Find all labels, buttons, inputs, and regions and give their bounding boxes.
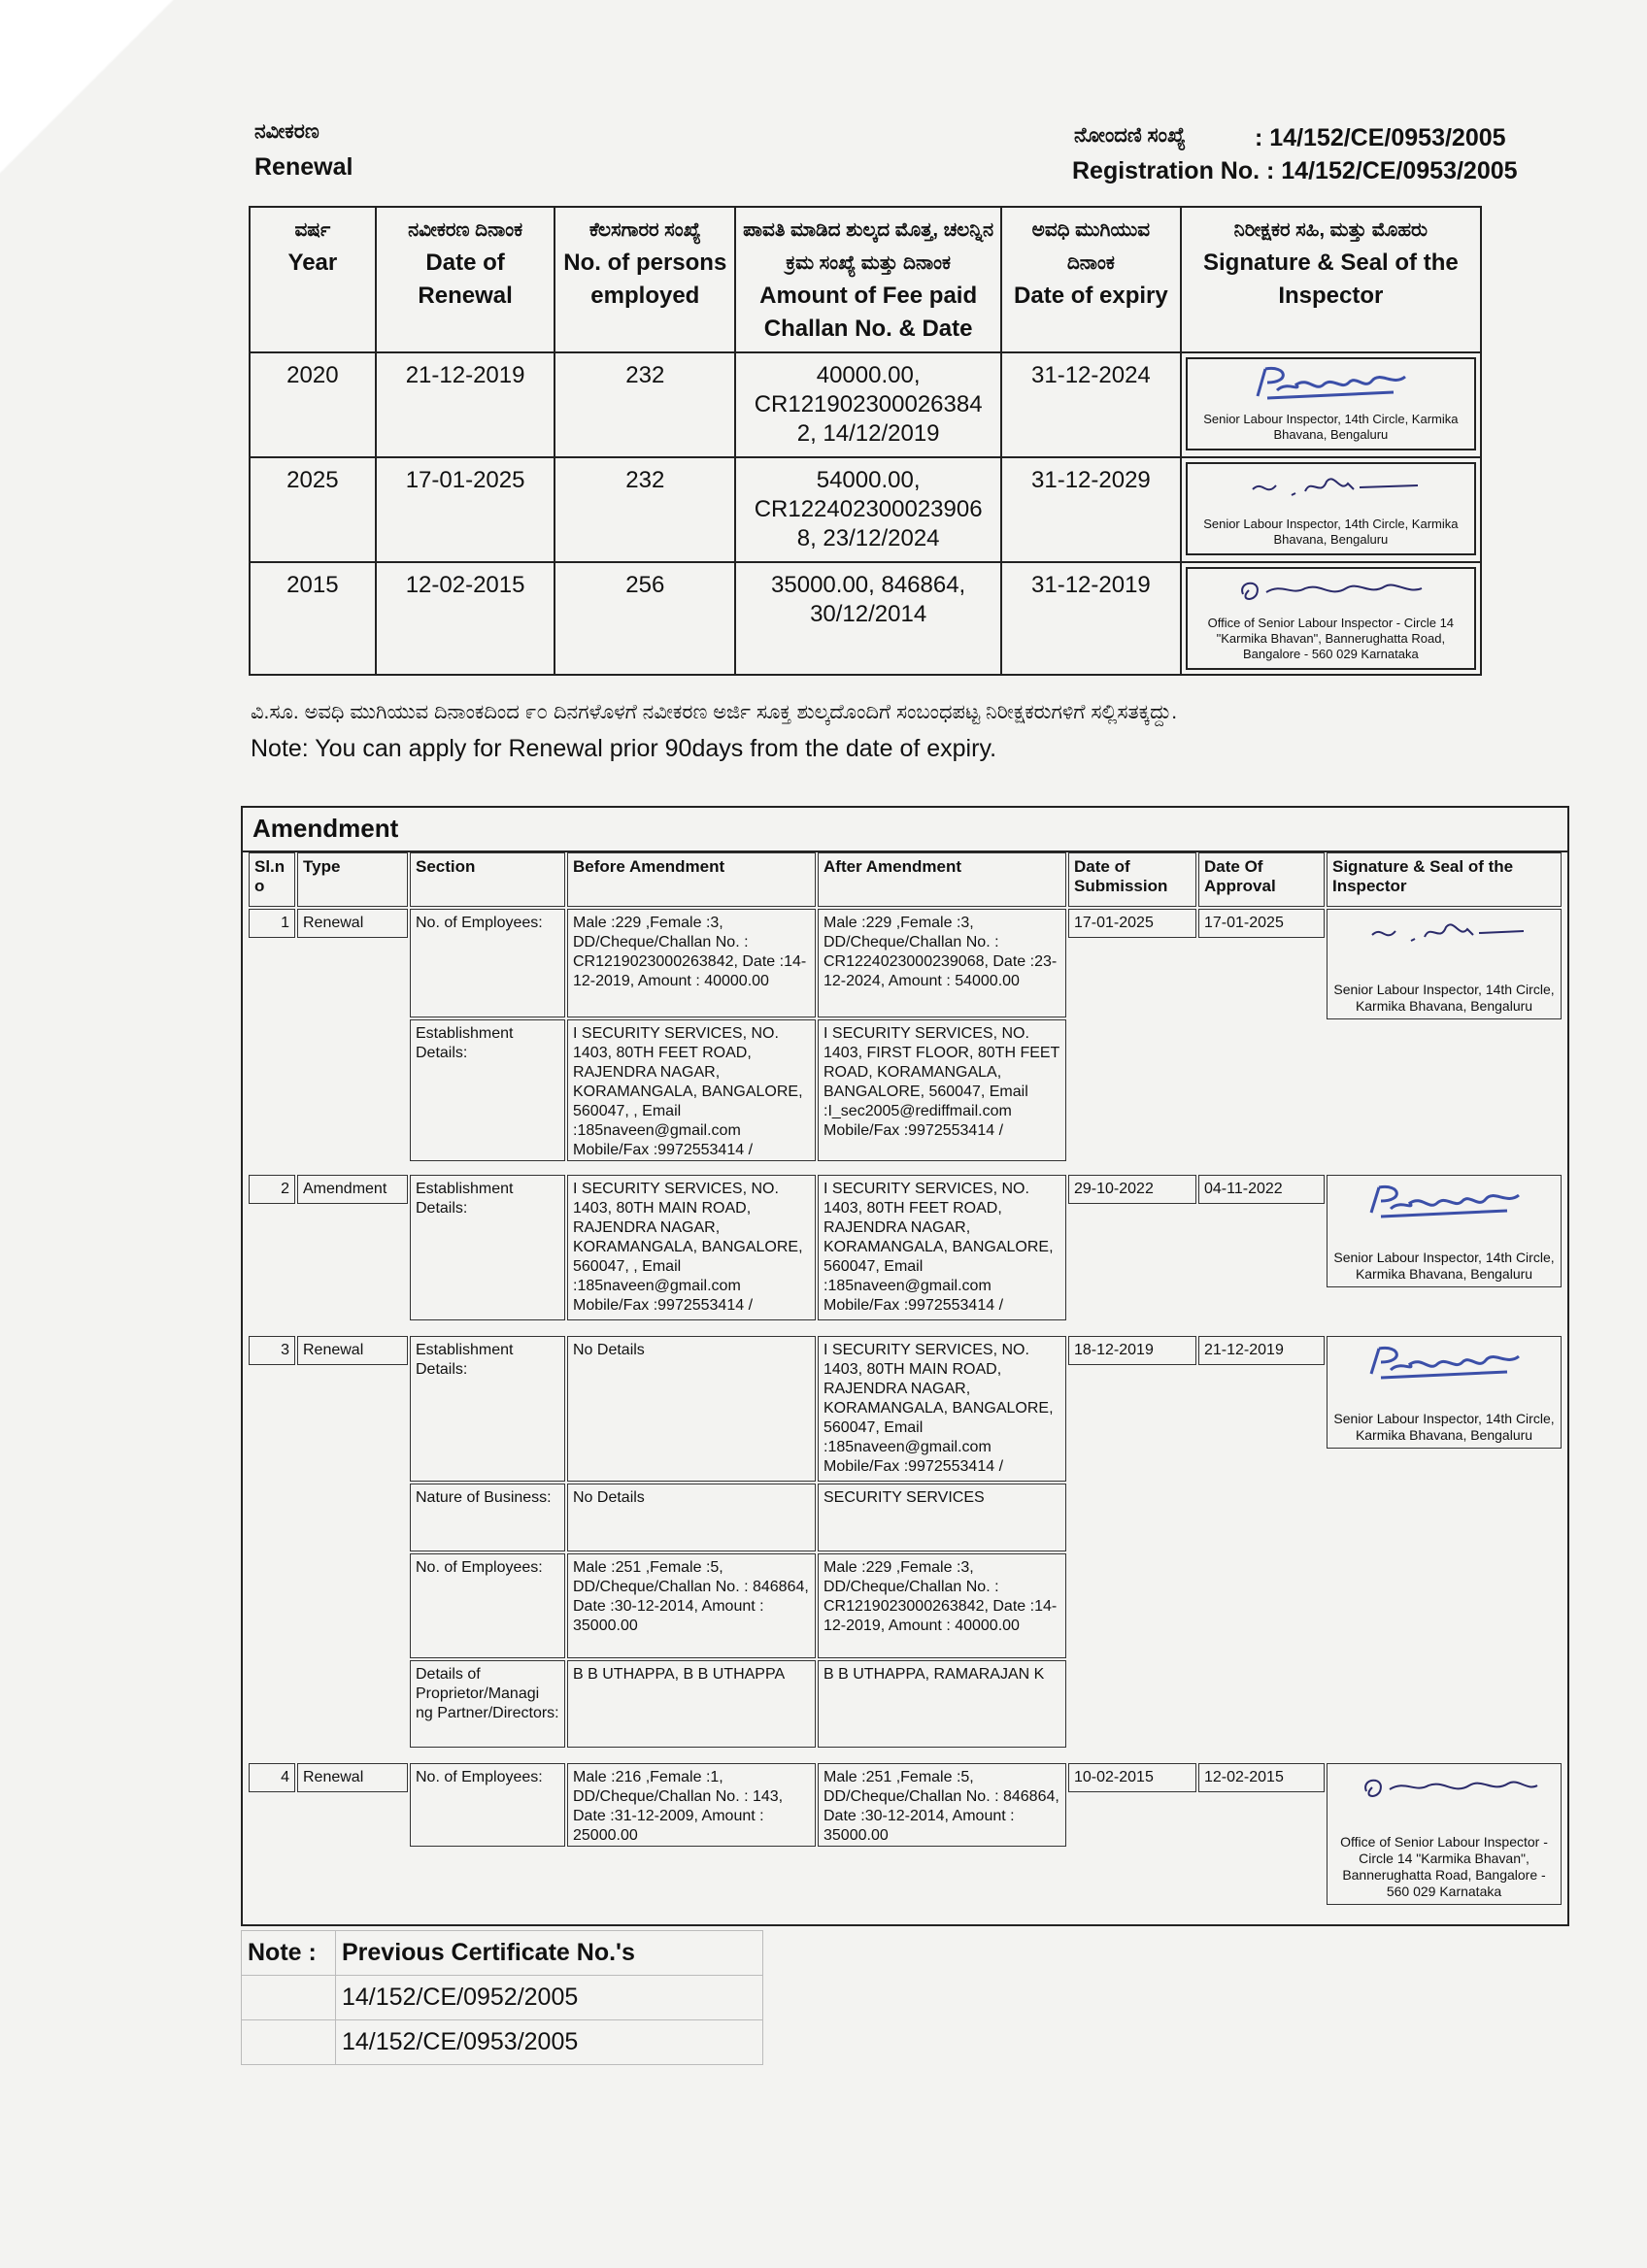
header-after: After Amendment xyxy=(818,852,1066,907)
header-before: Before Amendment xyxy=(567,852,816,907)
date-cell: 21-12-2019 xyxy=(376,352,555,457)
entry-slno: 2 xyxy=(249,1175,295,1204)
date-cell: 12-02-2015 xyxy=(376,562,555,675)
after-cell: Male :229 ,Female :3, DD/Cheque/Challan No. : CR1224023000239068, Date :23-12-2024, Amount : 54000.00 xyxy=(818,909,1066,1017)
before-cell: No Details xyxy=(567,1484,816,1551)
amendment-title: Amendment xyxy=(252,814,399,843)
approval-date: 17-01-2025 xyxy=(1198,909,1325,938)
section-cell: Details of Proprietor/Managi ng Partner/Directors: xyxy=(410,1660,565,1748)
signature-icon xyxy=(1347,1770,1541,1805)
fee-cell: 40000.00, CR121902300026384 2, 14/12/2019 xyxy=(735,352,1001,457)
inspector-seal xyxy=(1186,357,1476,450)
entry-slno: 3 xyxy=(249,1336,295,1365)
renewal-label: Renewal xyxy=(254,153,353,181)
section-cell: Establishment Details: xyxy=(410,1175,565,1320)
seal-text: Office of Senior Labour Inspector - Circle 14 "Karmika Bhavan", Bannerughatta Road, Bangalore - 560 029 Karnataka xyxy=(1207,616,1455,661)
section-cell: Nature of Business: xyxy=(410,1484,565,1551)
year-cell: 2020 xyxy=(250,352,376,457)
seal-text: Office of Senior Labour Inspector - Circle 14 "Karmika Bhavan", Bannerughatta Road, Bangalore - 560 029 Karnataka xyxy=(1340,1834,1548,1899)
signature-cell xyxy=(1181,352,1481,457)
inspector-seal xyxy=(1186,567,1476,670)
table-row xyxy=(250,352,1481,457)
col-date-of-expiry: ಅವಧಿ ಮುಗಿಯುವ ದಿನಾಂಕ Date of expiry xyxy=(1001,207,1181,352)
note-label: Note : xyxy=(242,1931,336,1976)
table-row xyxy=(242,1976,763,2020)
entry-type: Renewal xyxy=(297,1763,408,1792)
after-cell: I SECURITY SERVICES, NO. 1403, FIRST FLOOR, 80TH FEET ROAD, KORAMANGALA, BANGALORE, 560047, Email :I_sec2005@rediffmail.com Mobile/Fax :9972553414 / xyxy=(818,1019,1066,1161)
after-cell: Male :229 ,Female :3, DD/Cheque/Challan No. : CR1219023000263842, Date :14-12-2019, Amount : 40000.00 xyxy=(818,1553,1066,1658)
table-row xyxy=(250,562,1481,675)
before-cell: No Details xyxy=(567,1336,816,1482)
signature-icon xyxy=(1361,1182,1527,1220)
signature-icon xyxy=(1224,573,1437,608)
header-type: Type xyxy=(297,852,408,907)
seal-text: Senior Labour Inspector, 14th Circle, Karmika Bhavana, Bengaluru xyxy=(1333,1250,1555,1282)
fee-cell: 35000.00, 846864, 30/12/2014 xyxy=(735,562,1001,675)
before-cell: Male :251 ,Female :5, DD/Cheque/Challan No. : 846864, Date :30-12-2014, Amount : 35000.00 xyxy=(567,1553,816,1658)
section-cell: No. of Employees: xyxy=(410,909,565,1017)
approval-date: 21-12-2019 xyxy=(1198,1336,1325,1365)
header-signature: Signature & Seal of the Inspector xyxy=(1327,852,1562,907)
year-cell: 2025 xyxy=(250,457,376,562)
amendment-section xyxy=(241,806,1569,1926)
approval-date: 12-02-2015 xyxy=(1198,1763,1325,1792)
entry-type: Renewal xyxy=(297,909,408,938)
persons-cell: 232 xyxy=(555,352,735,457)
persons-cell: 256 xyxy=(555,562,735,675)
renewal-table-header xyxy=(250,207,1481,352)
inspector-seal xyxy=(1327,1175,1562,1287)
expiry-cell: 31-12-2019 xyxy=(1001,562,1181,675)
submission-date: 10-02-2015 xyxy=(1068,1763,1196,1792)
col-date-of-renewal: ನವೀಕರಣ ದಿನಾಂಕ Date of Renewal xyxy=(376,207,555,352)
after-cell: B B UTHAPPA, RAMARAJAN K xyxy=(818,1660,1066,1748)
renewal-label-kn: ನವೀಕರಣ xyxy=(254,120,319,143)
after-cell: I SECURITY SERVICES, NO. 1403, 80TH MAIN ROAD, RAJENDRA NAGAR, KORAMANGALA, BANGALORE, 560047, Email :185naveen@gmail.com Mobile/Fax :9972553414 / xyxy=(818,1336,1066,1482)
empty-cell xyxy=(242,1976,336,2020)
submission-date: 29-10-2022 xyxy=(1068,1175,1196,1204)
inspector-seal xyxy=(1327,1763,1562,1905)
inspector-seal xyxy=(1186,462,1476,555)
signature-cell xyxy=(1181,562,1481,675)
note-kannada: ವಿ.ಸೂ. ಅವಧಿ ಮುಗಿಯುವ ದಿನಾಂಕದಿಂದ ೯೦ ದಿನಗಳೊಳಗೆ ನವೀಕರಣ ಅರ್ಜಿ ಸೂಕ್ತ ಶುಲ್ಕದೊಂದಿಗೆ ಸಂಬಂಧಪಟ್ಟ ನಿರೀಕ್ಷಕರುಗಳಿಗೆ ಸಲ್ಲಿಸತಕ್ಕದ್ದು. xyxy=(251,701,1178,723)
before-cell: I SECURITY SERVICES, NO. 1403, 80TH FEET ROAD, RAJENDRA NAGAR, KORAMANGALA, BANGALORE, 560047, , Email :185naveen@gmail.com Mobile/Fax :9972553414 / xyxy=(567,1019,816,1161)
seal-text: Senior Labour Inspector, 14th Circle, Karmika Bhavana, Bengaluru xyxy=(1333,1411,1555,1443)
section-cell: Establishment Details: xyxy=(410,1336,565,1482)
col-fee-challan: ಪಾವತಿ ಮಾಡಿದ ಶುಲ್ಕದ ಮೊತ್ತ, ಚಲನ್ನಿನ ಕ್ರಮ ಸಂಖ್ಯೆ ಮತ್ತು ದಿನಾಂಕ Amount of Fee paid Challan No. & Date xyxy=(735,207,1001,352)
col-persons-employed: ಕೆಲಸಗಾರರ ಸಂಖ್ಯೆ No. of persons employed xyxy=(555,207,735,352)
registration-label-kn: ನೋಂದಣಿ ಸಂಖ್ಯೆ xyxy=(1074,124,1187,147)
before-cell: Male :229 ,Female :3, DD/Cheque/Challan No. : CR1219023000263842, Date :14-12-2019, Amount : 40000.00 xyxy=(567,909,816,1017)
seal-text: Senior Labour Inspector, 14th Circle, Karmika Bhavana, Bengaluru xyxy=(1333,982,1555,1014)
inspector-seal xyxy=(1327,1336,1562,1449)
submission-date: 17-01-2025 xyxy=(1068,909,1196,938)
seal-text: Senior Labour Inspector, 14th Circle, Karmika Bhavana, Bengaluru xyxy=(1203,412,1459,442)
signature-icon xyxy=(1233,468,1428,507)
header-submission: Date of Submission xyxy=(1068,852,1196,907)
previous-certificates xyxy=(241,1930,763,2065)
table-row xyxy=(242,1931,763,1976)
page-fold xyxy=(0,0,175,175)
signature-icon xyxy=(1357,916,1531,951)
col-signature: ನಿರೀಕ್ಷಕರ ಸಹಿ, ಮತ್ತು ಮೊಹರು Signature & Seal of the Inspector xyxy=(1181,207,1481,352)
previous-title: Previous Certificate No.'s xyxy=(336,1931,763,1976)
year-cell: 2015 xyxy=(250,562,376,675)
seal-text: Senior Labour Inspector, 14th Circle, Karmika Bhavana, Bengaluru xyxy=(1203,517,1459,547)
approval-date: 04-11-2022 xyxy=(1198,1175,1325,1204)
note-renewal-prior: Note: You can apply for Renewal prior 90days from the date of expiry. xyxy=(251,735,997,762)
entry-slno: 1 xyxy=(249,909,295,938)
table-row xyxy=(250,457,1481,562)
empty-cell xyxy=(242,2020,336,2065)
submission-date: 18-12-2019 xyxy=(1068,1336,1196,1365)
header-approval: Date Of Approval xyxy=(1198,852,1325,907)
section-cell: No. of Employees: xyxy=(410,1553,565,1658)
col-year: ವರ್ಷ Year xyxy=(250,207,376,352)
section-cell: Establishment Details: xyxy=(410,1019,565,1161)
entry-type: Renewal xyxy=(297,1336,408,1365)
inspector-seal xyxy=(1327,909,1562,1019)
certificate-number: 14/152/CE/0952/2005 xyxy=(336,1976,763,2020)
renewal-table xyxy=(249,206,1482,676)
registration-number: Registration No. : 14/152/CE/0953/2005 xyxy=(1072,157,1518,184)
fee-cell: 54000.00, CR122402300023906 8, 23/12/2024 xyxy=(735,457,1001,562)
after-cell: SECURITY SERVICES xyxy=(818,1484,1066,1551)
after-cell: Male :251 ,Female :5, DD/Cheque/Challan No. : 846864, Date :30-12-2014, Amount : 35000.00 xyxy=(818,1763,1066,1847)
signature-icon xyxy=(1361,1343,1527,1382)
registration-number-kn: : 14/152/CE/0953/2005 xyxy=(1255,124,1506,151)
entry-slno: 4 xyxy=(249,1763,295,1792)
header-slno: Sl.n o xyxy=(249,852,295,907)
expiry-cell: 31-12-2029 xyxy=(1001,457,1181,562)
before-cell: B B UTHAPPA, B B UTHAPPA xyxy=(567,1660,816,1748)
after-cell: I SECURITY SERVICES, NO. 1403, 80TH FEET ROAD, RAJENDRA NAGAR, KORAMANGALA, BANGALORE, 560047, Email :185naveen@gmail.com Mobile/Fax :9972553414 / xyxy=(818,1175,1066,1320)
signature-icon xyxy=(1248,363,1413,406)
persons-cell: 232 xyxy=(555,457,735,562)
table-row xyxy=(242,2020,763,2065)
entry-type: Amendment xyxy=(297,1175,408,1204)
header-section: Section xyxy=(410,852,565,907)
signature-cell xyxy=(1181,457,1481,562)
section-cell: No. of Employees: xyxy=(410,1763,565,1847)
expiry-cell: 31-12-2024 xyxy=(1001,352,1181,457)
before-cell: I SECURITY SERVICES, NO. 1403, 80TH MAIN ROAD, RAJENDRA NAGAR, KORAMANGALA, BANGALORE, 560047, , Email :185naveen@gmail.com Mobile/Fax :9972553414 / xyxy=(567,1175,816,1320)
before-cell: Male :216 ,Female :1, DD/Cheque/Challan No. : 143, Date :31-12-2009, Amount : 25000.00 xyxy=(567,1763,816,1847)
date-cell: 17-01-2025 xyxy=(376,457,555,562)
certificate-number: 14/152/CE/0953/2005 xyxy=(336,2020,763,2065)
